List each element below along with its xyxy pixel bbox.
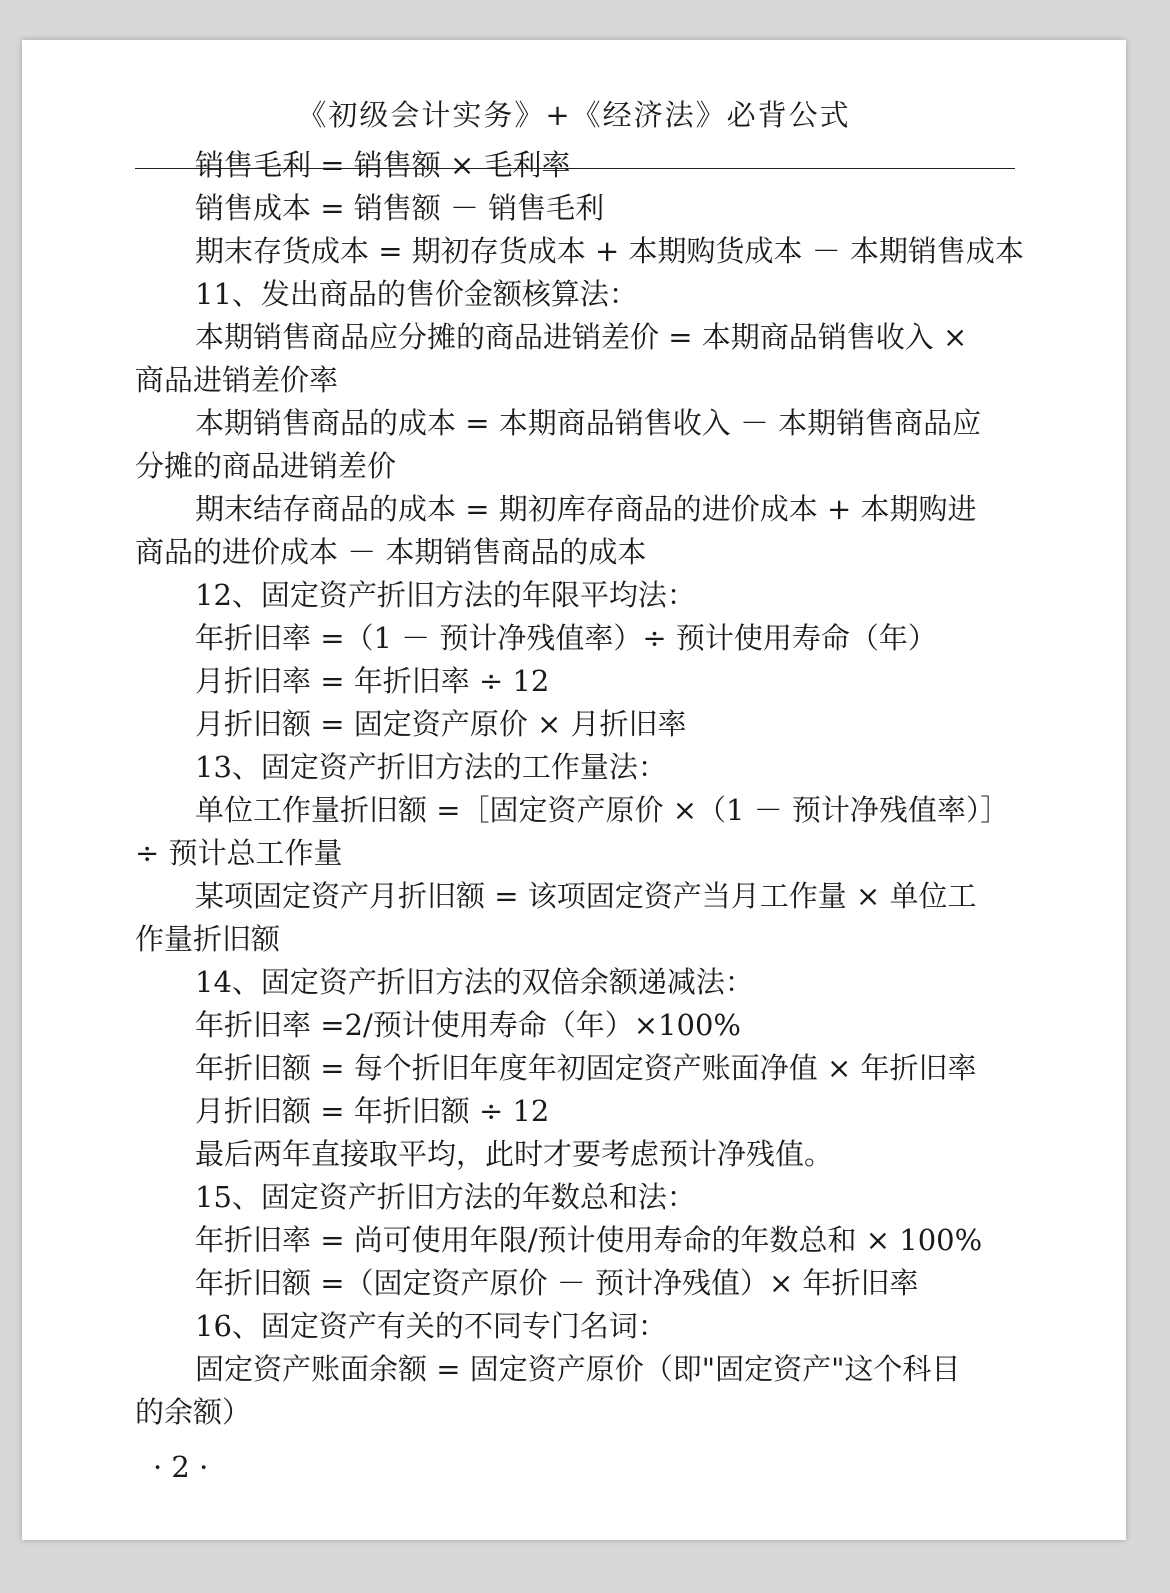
section-heading: 16、固定资产有关的不同专门名词： xyxy=(195,1309,667,1343)
section-heading: 13、固定资产折旧方法的工作量法： xyxy=(195,750,667,784)
page-number: · 2 · xyxy=(153,1450,209,1484)
text-line: 年折旧额 = 每个折旧年度年初固定资产账面净值 × 年折旧率 xyxy=(195,1051,977,1085)
text-line: 本期销售商品应分摊的商品进销差价 = 本期商品销售收入 × xyxy=(195,320,968,354)
text-line: 作量折旧额 xyxy=(135,922,281,956)
text-line: 月折旧额 = 年折旧额 ÷ 12 xyxy=(195,1094,550,1128)
text-line: 销售成本 = 销售额 － 销售毛利 xyxy=(195,191,605,225)
text-line: 分摊的商品进销差价 xyxy=(135,449,397,483)
text-line: 年折旧额 =（固定资产原价 － 预计净残值）× 年折旧率 xyxy=(195,1266,919,1300)
text-line: 年折旧率 =2/预计使用寿命（年）×100% xyxy=(195,1008,741,1042)
text-line: 本期销售商品的成本 = 本期商品销售收入 － 本期销售商品应 xyxy=(195,406,982,440)
text-line: 月折旧额 = 固定资产原价 × 月折旧率 xyxy=(195,707,687,741)
text-line: ÷ 预计总工作量 xyxy=(135,836,343,870)
text-line: 最后两年直接取平均，此时才要考虑预计净残值。 xyxy=(195,1137,834,1171)
section-heading: 12、固定资产折旧方法的年限平均法： xyxy=(195,578,696,612)
section-heading: 14、固定资产折旧方法的双倍余额递减法： xyxy=(195,965,754,999)
section-heading: 11、发出商品的售价金额核算法： xyxy=(195,277,638,311)
text-line: 销售毛利 = 销售额 × 毛利率 xyxy=(195,148,571,182)
document-page xyxy=(22,40,1126,1540)
text-line: 期末存货成本 = 期初存货成本 + 本期购货成本 － 本期销售成本 xyxy=(195,234,1024,268)
section-heading: 15、固定资产折旧方法的年数总和法： xyxy=(195,1180,696,1214)
text-line: 期末结存商品的成本 = 期初库存商品的进价成本 + 本期购进 xyxy=(195,492,977,526)
text-line: 商品的进价成本 － 本期销售商品的成本 xyxy=(135,535,647,569)
running-header-title: 《初级会计实务》+《经济法》必背公式 xyxy=(297,98,851,132)
text-line: 年折旧率 = 尚可使用年限/预计使用寿命的年数总和 × 100% xyxy=(195,1223,983,1257)
text-line: 月折旧率 = 年折旧率 ÷ 12 xyxy=(195,664,550,698)
text-line: 的余额） xyxy=(135,1395,252,1429)
text-line: 某项固定资产月折旧额 = 该项固定资产当月工作量 × 单位工 xyxy=(195,879,977,913)
text-line: 商品进销差价率 xyxy=(135,363,339,397)
text-line: 年折旧率 =（1 － 预计净残值率）÷ 预计使用寿命（年） xyxy=(195,621,937,655)
text-line: 单位工作量折旧额 =［固定资产原价 ×（1 － 预计净残值率）］ xyxy=(195,793,1010,827)
text-line: 固定资产账面余额 = 固定资产原价（即"固定资产"这个科目 xyxy=(195,1352,961,1386)
